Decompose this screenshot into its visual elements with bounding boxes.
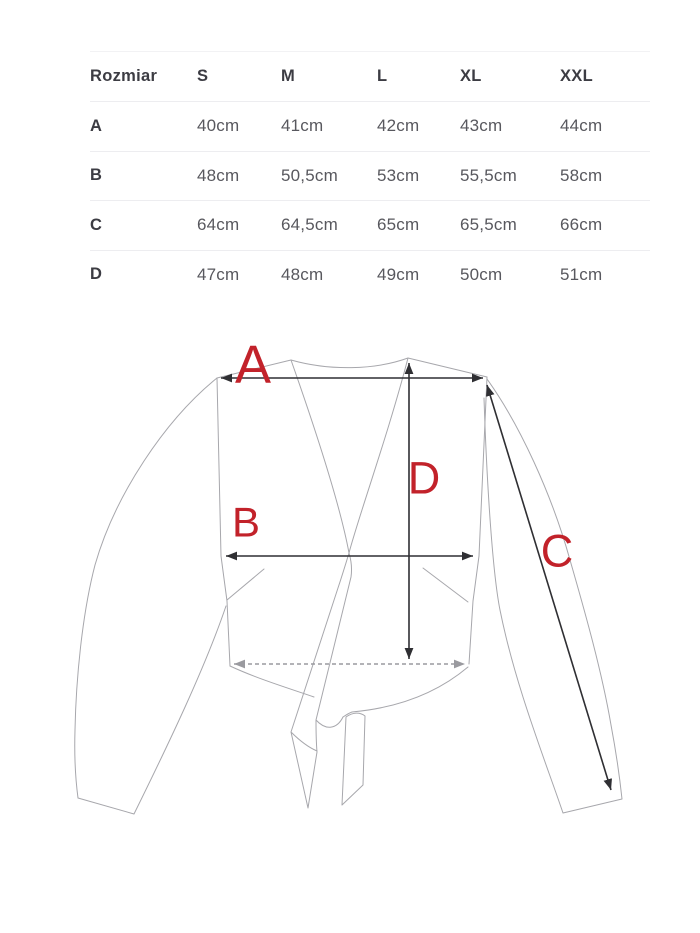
garment-vneck <box>291 358 408 553</box>
measurement-arrow-c <box>487 385 611 790</box>
measurement-label-d: D <box>407 452 441 504</box>
table-cell: 47cm <box>197 264 240 284</box>
table-header-cell: Rozmiar <box>90 67 158 85</box>
table-cell: 41cm <box>281 116 324 136</box>
table-cell: 65,5cm <box>460 215 517 235</box>
garment-body-right <box>423 377 487 664</box>
table-cell: 55,5cm <box>460 165 517 185</box>
row-label: D <box>90 265 103 284</box>
measurement-label-a: A <box>234 335 272 395</box>
table-cell: 40cm <box>197 116 240 136</box>
table-cell: 48cm <box>197 165 240 185</box>
measurement-arrows <box>221 363 611 790</box>
table-cell: 64,5cm <box>281 215 338 235</box>
measurement-letters <box>232 335 573 577</box>
measurement-label-b: B <box>231 498 261 546</box>
table-cell: 51cm <box>560 264 603 284</box>
row-label: A <box>90 116 103 135</box>
table-cell: 50,5cm <box>281 165 338 185</box>
table-header-cell: M <box>281 67 296 85</box>
garment-hem <box>230 666 468 717</box>
table-header-cell: XXL <box>560 67 593 85</box>
table-cell: 44cm <box>560 116 603 136</box>
garment-outline <box>75 358 622 814</box>
garment-sleeve-left <box>75 378 226 814</box>
table-cell: 49cm <box>377 264 420 284</box>
table-header-cell: L <box>377 67 388 85</box>
table-cell: 43cm <box>460 116 503 136</box>
table-cell: 42cm <box>377 116 420 136</box>
table-cell: 48cm <box>281 264 324 284</box>
table-cell: 53cm <box>377 165 420 185</box>
table-cell: 66cm <box>560 215 603 235</box>
table-header-cell: XL <box>460 67 482 85</box>
table-header-cell: S <box>197 67 209 85</box>
row-label: B <box>90 166 103 185</box>
garment-waist-ties <box>291 553 365 808</box>
table-cell: 64cm <box>197 215 240 235</box>
table-cell: 50cm <box>460 264 503 284</box>
measurement-label-c: C <box>540 525 574 577</box>
row-label: C <box>90 215 103 234</box>
table-cell: 65cm <box>377 215 420 235</box>
table-cell: 58cm <box>560 165 603 185</box>
